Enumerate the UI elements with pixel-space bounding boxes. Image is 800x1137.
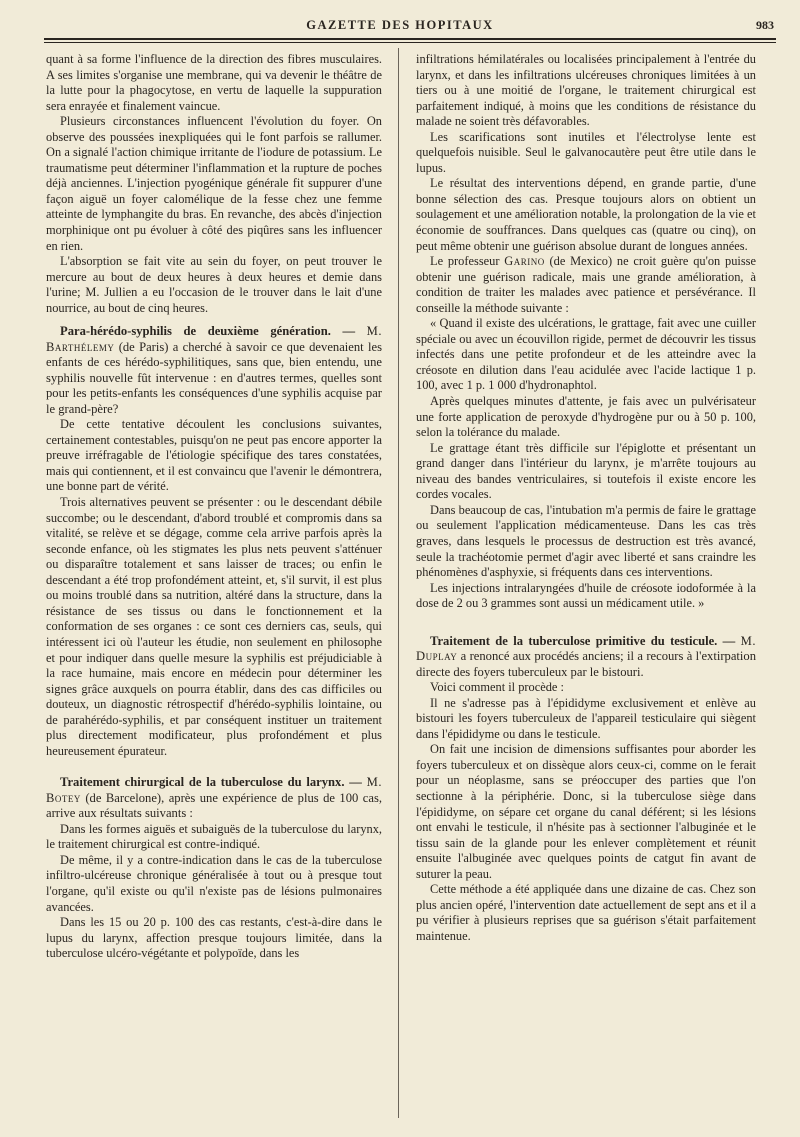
paragraph: infiltrations hémilatérales ou localisées principalement à l'entrée du larynx, et dans les infiltrations ulcéreuses chroniques limitées à un tiers ou à une moitié de l'organe, le traitement chirurgical est parfaitement indiqué, à moins que les conditions de résistance du malade ne soient très défavorables. [416,52,756,129]
paragraph: Trois alternatives peuvent se présenter : ou le descendant débile succombe; ou le descendant, d'abord troublé et compromis dans sa vitalité, se relève et se dégage, comme cela arrive parfois après la seconde enfance, où les stigmates les plus nets peuvent s'atténuer ou disparaître totalement et sans laisser de traces; ou enfin le descendant a été trop profondément atteint, et, s'il survit, il est plus ou moins troublé dans sa nutrition, altéré dans la structure, dans la résistance de ses tissus ou dans le fonctionnement et la conformation de ses organes : ce sont ces derniers cas, seuls, qui intéressent ici où l'auteur les étudie, non seulement en philosophe et pour indiquer dans quelle mesure la syphilis est préjudiciable à la race humaine, mais encore en médecin pour déterminer les signes grâce auxquels on pourra établir, dans des cas difficiles ou douteux, un diagnostic rétrospectif d'hérédo-syphilis lointaine, ou de parahérédo-syphilis, et par conséquent instituer un traitement plus directement modificateur, plus profondément et plus heureusement épurateur. [46,495,382,758]
paragraph: De cette tentative découlent les conclusions suivantes, certainement contestables, puisqu'on ne peut pas encore apporter la preuve irréfragable de l'étiologie spécifique des tares constatées, mais qui contiennent, et il est convaincu que l'avenir le démontrera, une bonne part de vérité. [46,417,382,494]
paragraph: Dans les formes aiguës et subaiguës de la tuberculose du larynx, le traitement chirurgical est contre-indiqué. [46,821,382,852]
paragraph: quant à sa forme l'influence de la direction des fibres musculaires. A ses limites s'organise une membrane, qui va devenir le théâtre de la lutte pour la phagocytose, en vertu de laquelle la suppuration sera enrayée et finalement vaincue. [46,52,382,113]
paragraph: Voici comment il procède : [430,680,564,695]
paragraph: Le résultat des interventions dépend, en grande partie, d'une bonne sélection des cas. Presque toujours alors on obtient un soulagement et une amélioration notable, la prolongation de la vie et économie de souffrances. Dans quelques cas (quatre ou cinq), on peut même obtenir une guérison absolue durant de longues années. [416,176,756,253]
paragraph: Il ne s'adresse pas à l'épididyme exclusivement et enlève au bistouri les foyers tuberculeux de l'appareil testiculaire qui siègent dans l'épididyme ou dans le testicule. [416,695,756,741]
section-title: Para-hérédo-syphilis de deuxième génération. — [60,324,356,339]
paragraph: Cette méthode a été appliquée dans une dizaine de cas. Chez son plus ancien opéré, l'intervention date actuellement de sept ans et il a pu vérifier à plusieurs reprises que sa guérison s'était parfaitement maintenue. [416,882,756,943]
section-heading-para-heredo-syphilis [46,324,382,417]
paragraph: Les injections intralaryngées d'huile de créosote iodoformée à la dose de 2 ou 3 grammes sont aussi un médicament utile. » [416,580,756,611]
paragraph: Les scarifications sont inutiles et l'électrolyse lente est quelquefois nuisible. Seul le galvanocautère peut être utile dans le lupus. [416,129,756,175]
paragraph: L'absorption se fait vite au sein du foyer, on peut trouver le mercure au bout de deux heures à deux heures et demie dans l'urine; M. Jullien a eu l'occasion de le trouver dans le lait d'une nourrice, au bout de cinq heures. [46,254,382,315]
paragraph: « Quand il existe des ulcérations, le grattage, fait avec une cuiller spéciale ou avec un écouvillon rigide, permet de découvrir les tissus infectés dans une petite profondeur et de les atteindre avec la créosote en dilution dans l'eau acidulée avec l'acide lactique 1 p. 100, avec 1 p. 1 000 d'hydronaphtol. [416,316,756,393]
right-column [416,52,756,944]
section-title: Traitement de la tuberculose primitive du testicule. — [430,633,736,648]
paragraph: Dans beaucoup de cas, l'intubation m'a permis de faire le grattage ou seulement l'application médicamenteuse. Dans les cas très graves, dans lesquels le processus de destruction est très avancé, seule la trachéotomie permet d'agir avec liberté et sans craindre les phénomènes d'asphyxie, si fréquents dans ces interventions. [416,502,756,580]
column-divider [398,48,399,1118]
header-rule-thin [44,42,776,43]
section-author: M. Duplay [416,633,756,664]
text-run: (de Mexico) ne croit guère qu'on puisse obtenir une guérison radicale, mais une grande amélioration, à condition de traiter les malades avec patience et persévérance. Il conseille la méthode suivante : [416,254,756,315]
section-author: M. Barthélemy [46,324,382,354]
page-number: 983 [756,18,774,32]
text-run: Le professeur [430,254,500,269]
paragraph [416,254,756,316]
section-lead: (de Barcelone), après une expérience de plus de 100 cas, arrive aux résultats suivants : [46,790,382,821]
author-name: Garino [504,254,545,269]
section-title: Traitement chirurgical de la tuberculose du larynx. — [60,775,362,790]
running-header [0,18,800,34]
paragraph: Plusieurs circonstances influencent l'évolution du foyer. On observe des poussées inexpliquées qui le font parfois se rallumer. On a signalé l'action chimique irritante de l'iodure de potassium. Le traumatisme peut déterminer l'inflammation et la rupture de poches déjà anciennes. L'injection pyogénique générale fit suppurer d'une façon aiguë un foyer calomélique de la fesse chez une femme atteinte de lymphangite du bras. En revanche, des abcès d'injection morphinique ont pu évoluer à côté des piqûres sans les influencer en rien. [46,114,382,253]
section-author: M. Botey [46,775,382,805]
section-lead: (de Paris) a cherché à savoir ce que devenaient les enfants de ces hérédo-syphilitiques, sans que, bien entendu, une syphilis nouvelle fût intervenue : en d'autres termes, quelles sont pour les petits-enfants les conséquences d'une syphilis acquise par le grand-père? [46,339,382,416]
paragraph: Le grattage étant très difficile sur l'épiglotte et présentant un grand danger dans l'intérieur du larynx, je m'arrête toujours au niveau des bandes ventriculaires, si toutefois il existe encore les cordes vocales. [416,440,756,502]
paragraph: De même, il y a contre-indication dans le cas de la tuberculose infiltro-ulcéreuse chronique généralisée à tout ou à presque tout l'organe, qu'il existe ou qu'il n'existe pas de lésions pulmonaires avancées. [46,852,382,914]
section-heading-tuberculose-larynx [46,775,382,822]
section-heading-tuberculose-testicule [416,634,756,681]
paragraph: Dans les 15 ou 20 p. 100 des cas restants, c'est-à-dire dans le lupus du larynx, affection presque toujours limitée, dans la tuberculose ulcéro-végétante et polypoïde, dans les [46,915,382,961]
journal-title: GAZETTE DES HOPITAUX [306,18,494,32]
section-lead: a renoncé aux procédés anciens; il a recours à l'extirpation directe des foyers tuberculeux par le bistouri. [416,649,756,679]
paragraph: Après quelques minutes d'attente, je fais avec un pulvérisateur une forte application de peroxyde d'hydrogène pur ou à 50 p. 100, selon la tolérance du malade. [416,394,756,440]
left-column [46,52,382,962]
header-rule-thick [44,38,776,40]
paragraph: On fait une incision de dimensions suffisantes pour aborder les foyers tuberculeux et on dissèque alors ceux-ci, comme on le ferait pour un néoplasme, sans se préoccuper des parties que l'on sectionne à la périphérie. Donc, si la tuberculose siège dans l'épididyme, on sépare cet organe du canal déférent; si les lésions ont envahi le testicule, il n'hésite pas à sectionner l'albuginée et le tissu sain de la glande pour les enlever complètement et réunit ensuite l'albuginée avec quelques points de catgut fin avant de suturer la peau. [416,742,756,881]
